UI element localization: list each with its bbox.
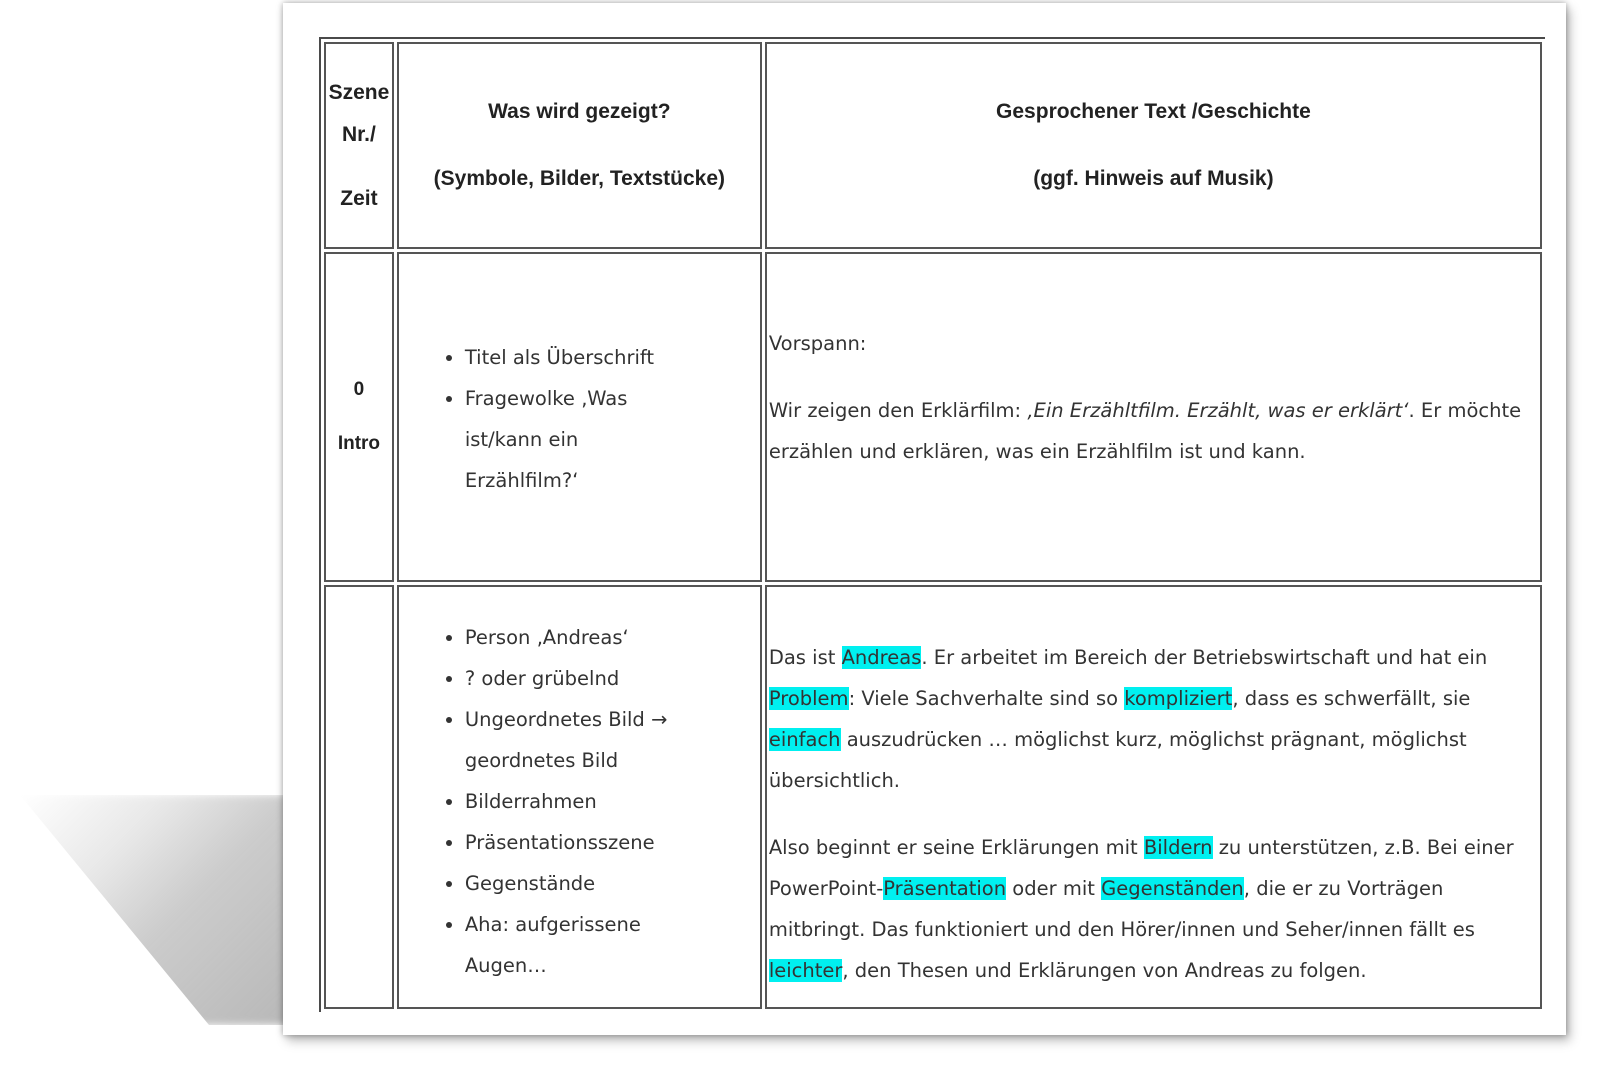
spoken-text: Wir zeigen den Erklärfilm:: [768, 398, 1028, 422]
highlighted-keyword: Bildern: [1143, 836, 1213, 859]
header-spoken-text: [765, 42, 1542, 249]
spoken-paragraph: [769, 637, 1540, 801]
spoken-text: auszudrücken … möglichst kurz, möglichst prägnant, möglichst übersichtlich.: [768, 728, 1467, 792]
header-scene-number: [324, 42, 394, 249]
spoken-paragraph: [769, 827, 1540, 991]
spoken-text-cell: [765, 585, 1542, 1009]
list-item: • Gegenstände: [465, 863, 690, 904]
spoken-text: Also beginnt er seine Erklärungen mit: [768, 836, 1144, 859]
spoken-text: : Viele Sachverhalte sind so: [848, 687, 1125, 710]
list-item: • Person ‚Andreas‘: [465, 617, 690, 658]
shown-list: [399, 337, 760, 501]
header-shown-content: [397, 42, 762, 249]
list-item: • Titel als Überschrift: [465, 337, 760, 378]
film-title: ‚Ein Erzähltfilm. Erzählt, was er erklärt‘: [1027, 398, 1409, 422]
scene-label: Intro: [337, 433, 381, 454]
highlighted-keyword: Andreas: [841, 646, 922, 669]
scene-cell: [324, 585, 394, 1009]
highlighted-keyword: einfach: [768, 728, 841, 751]
spoken-text-cell: [765, 252, 1542, 582]
spoken-text: . Er arbeitet im Bereich der Betriebswirtschaft und hat ein: [921, 646, 1488, 669]
header-scene-line-1: Szene: [328, 80, 390, 104]
scene-cell: [324, 252, 394, 582]
shown-content-cell: [397, 585, 762, 1009]
list-item: • Aha: aufgerissene Augen…: [465, 904, 690, 986]
spoken-text: zu unterstützen, z.B. Bei einer PowerPoint-: [768, 836, 1514, 900]
document-page: [283, 3, 1566, 1035]
spoken-paragraph: [769, 390, 1540, 472]
header-spoken-title: Gesprochener Text /Geschichte: [996, 100, 1311, 123]
highlighted-keyword: Präsentation: [883, 877, 1007, 900]
spoken-paragraph: Vorspann:: [768, 331, 867, 355]
header-scene-line-3: Zeit: [340, 186, 378, 210]
highlighted-keyword: leichter: [768, 959, 843, 982]
shown-list: [399, 617, 760, 986]
header-spoken-subtitle: (ggf. Hinweis auf Musik): [1033, 167, 1274, 190]
highlighted-keyword: kompliziert: [1124, 687, 1233, 710]
list-item: • Ungeordnetes Bild → geordnetes Bild: [465, 699, 690, 781]
spoken-text: . Er möchte erzählen und erklären, was ein Erzählfilm ist und kann.: [768, 398, 1522, 463]
header-shown-title: Was wird gezeigt?: [488, 100, 671, 123]
spoken-text: , dass es schwerfällt, sie: [1232, 687, 1471, 710]
list-item: • Bilderrahmen: [465, 781, 690, 822]
page-shadow: [20, 795, 290, 1025]
spoken-text: Das ist: [768, 646, 842, 669]
spoken-text: , den Thesen und Erklärungen von Andreas zu folgen.: [842, 959, 1367, 982]
table-row: [324, 585, 1542, 1009]
shown-content-cell: [397, 252, 762, 582]
table-header-row: [324, 42, 1542, 249]
highlighted-keyword: Gegenständen: [1101, 877, 1244, 900]
spoken-text: oder mit: [1006, 877, 1102, 900]
storyboard-table: [319, 37, 1545, 1012]
table-row: [324, 252, 1542, 582]
list-item: • Fragewolke ‚Was ist/kann ein Erzählfilm?‘: [465, 378, 760, 501]
list-item: • ? oder grübelnd: [465, 658, 690, 699]
scene-number: 0: [353, 379, 365, 400]
header-shown-subtitle: (Symbole, Bilder, Textstücke): [433, 167, 726, 190]
spoken-text: , die er zu Vorträgen mitbringt. Das funktioniert und den Hörer/innen und Seher/innen fällt es: [768, 877, 1475, 941]
highlighted-keyword: Problem: [768, 687, 849, 710]
header-scene-line-2: Nr./: [341, 122, 376, 146]
list-item: • Präsentationsszene: [465, 822, 690, 863]
